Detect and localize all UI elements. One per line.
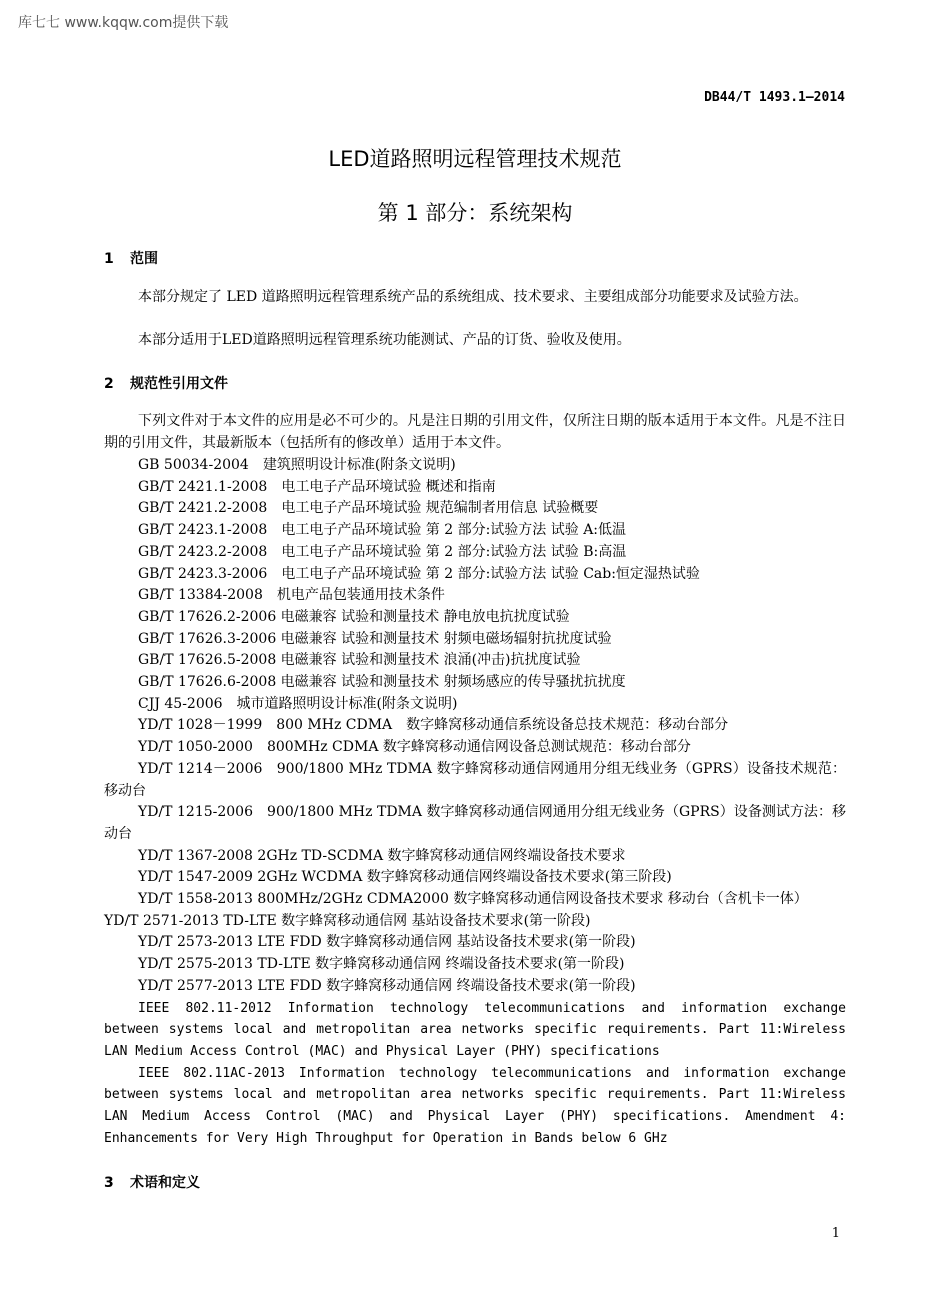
standard-number: DB44/T 1493.1—2014: [704, 90, 845, 105]
reference-item: YD/T 1050-2000 800MHz CDMA 数字蜂窝移动通信网设备总测试规范：移动台部分: [138, 739, 691, 756]
reference-item: IEEE 802.11AC-2013 Information technology telecommunications and information exchange between systems local and metropolitan area networks specific requirements. Part 11:Wireless LAN Medium Access Control (MAC) and Physical Layer (PHY) specifications. Amendment 4: Enhancements for Very High Throughput for Operation in Bands below 6 GHz: [104, 1065, 846, 1146]
section-number: 2: [104, 376, 114, 392]
scope-paragraph: 本部分适用于LED道路照明远程管理系统功能测试、产品的订货、验收及使用。: [138, 332, 631, 348]
reference-item: GB/T 2421.1-2008 电工电子产品环境试验 概述和指南: [138, 478, 496, 495]
references-intro: 下列文件对于本文件的应用是必不可少的。凡是注日期的引用文件，仅所注日期的版本适用于本文件。凡是不注日期的引用文件，其最新版本（包括所有的修改单）适用于本文件。: [104, 413, 846, 451]
reference-item: YD/T 2571-2013 TD-LTE 数字蜂窝移动通信网 基站设备技术要求(第一阶段): [104, 912, 591, 929]
reference-item: GB/T 2423.2-2008 电工电子产品环境试验 第 2 部分:试验方法 试验 B:高温: [138, 543, 627, 560]
reference-item: GB 50034-2004 建筑照明设计标准(附条文说明): [138, 457, 456, 473]
section-number: 1: [104, 251, 114, 267]
reference-item: YD/T 1215-2006 900/1800 MHz TDMA 数字蜂窝移动通信网通用分组无线业务（GPRS）设备测试方法：移动台: [104, 804, 846, 842]
section-heading-normative-references: [104, 373, 228, 393]
reference-item: YD/T 1028－1999 800 MHz CDMA 数字蜂窝移动通信系统设备总技术规范：移动台部分: [138, 717, 729, 734]
reference-item: YD/T 2573-2013 LTE FDD 数字蜂窝移动通信网 基站设备技术要求(第一阶段): [138, 934, 636, 951]
reference-item: GB/T 17626.2-2006 电磁兼容 试验和测量技术 静电放电抗扰度试验: [138, 608, 570, 625]
section-title: 范围: [130, 251, 158, 267]
reference-item: GB/T 2423.1-2008 电工电子产品环境试验 第 2 部分:试验方法 试验 A:低温: [138, 522, 627, 539]
reference-item: GB/T 13384-2008 机电产品包装通用技术条件: [138, 587, 445, 604]
reference-item: GB/T 2421.2-2008 电工电子产品环境试验 规范编制者用信息 试验概要: [138, 500, 599, 517]
section-heading-scope: [104, 248, 158, 268]
reference-item: YD/T 1214－2006 900/1800 MHz TDMA 数字蜂窝移动通信网通用分组无线业务（GPRS）设备技术规范：移动台: [104, 760, 846, 799]
reference-list: [104, 455, 846, 1150]
reference-item: GB/T 17626.5-2008 电磁兼容 试验和测量技术 浪涌(冲击)抗扰度试验: [138, 652, 581, 669]
reference-item: YD/T 2577-2013 LTE FDD 数字蜂窝移动通信网 终端设备技术要求(第一阶段): [138, 977, 636, 994]
reference-item: IEEE 802.11-2012 Information technology telecommunications and information exchange between systems local and metropolitan area networks specific requirements. Part 11:Wireless LAN Medium Access Control (MAC) and Physical Layer (PHY) specifications: [104, 1000, 846, 1059]
document-subtitle: 第 1 部分：系统架构: [377, 201, 573, 225]
reference-item: GB/T 17626.6-2008 电磁兼容 试验和测量技术 射频场感应的传导骚扰抗扰度: [138, 674, 626, 691]
reference-item: YD/T 1367-2008 2GHz TD-SCDMA 数字蜂窝移动通信网终端设备技术要求: [138, 847, 626, 864]
reference-item: GB/T 2423.3-2006 电工电子产品环境试验 第 2 部分:试验方法 试验 Cab:恒定湿热试验: [138, 565, 700, 582]
reference-item: YD/T 2575-2013 TD-LTE 数字蜂窝移动通信网 终端设备技术要求(第一阶段): [138, 956, 625, 973]
page-number: 1: [831, 1226, 840, 1241]
section-heading-terms: [104, 1172, 200, 1192]
scope-paragraph: 本部分规定了 LED 道路照明远程管理系统产品的系统组成、技术要求、主要组成部分功能要求及试验方法。: [138, 289, 808, 305]
section-title: 规范性引用文件: [130, 376, 228, 392]
reference-item: GB/T 17626.3-2006 电磁兼容 试验和测量技术 射频电磁场辐射抗扰度试验: [138, 630, 612, 647]
watermark: 库七七 www.kqqw.com提供下载: [18, 15, 229, 31]
reference-item: CJJ 45-2006 城市道路照明设计标准(附条文说明): [138, 695, 458, 712]
section-number: 3: [104, 1175, 114, 1191]
reference-item: YD/T 1558-2013 800MHz/2GHz CDMA2000 数字蜂窝移动通信网设备技术要求 移动台（含机卡一体）: [138, 891, 808, 908]
section-title: 术语和定义: [130, 1175, 200, 1191]
reference-item: YD/T 1547-2009 2GHz WCDMA 数字蜂窝移动通信网终端设备技术要求(第三阶段): [138, 869, 672, 886]
document-title: LED道路照明远程管理技术规范: [328, 147, 622, 171]
